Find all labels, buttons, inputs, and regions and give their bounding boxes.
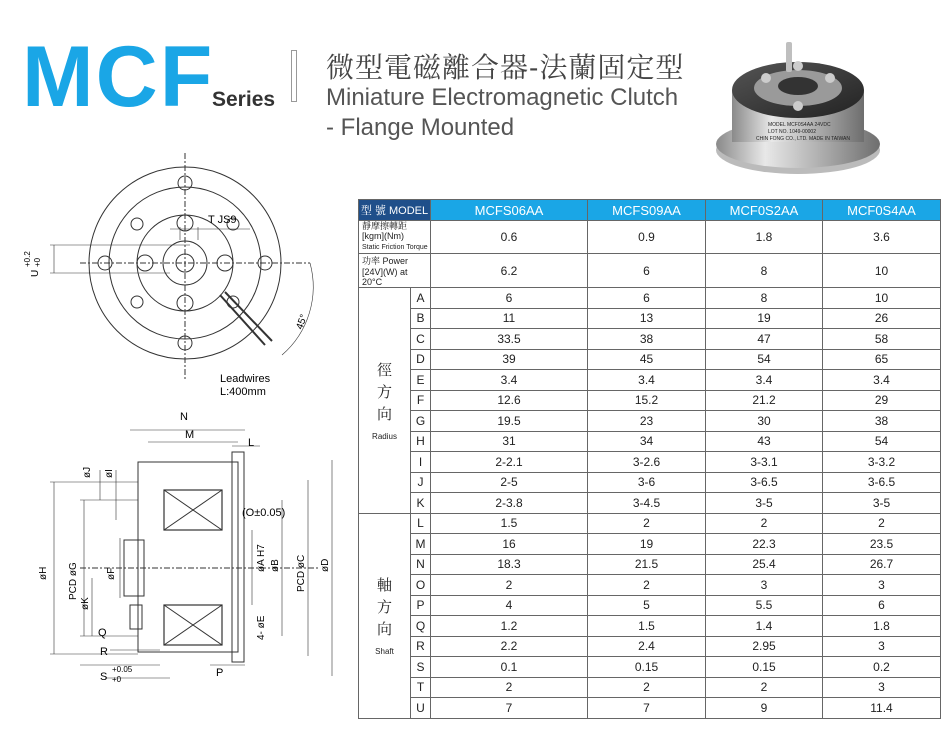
dim-s-plus: +0.05 xyxy=(112,665,133,674)
dimension-key: H xyxy=(411,431,431,452)
dimension-key: R xyxy=(411,636,431,657)
dim-f: øF xyxy=(106,567,117,580)
table-cell: 38 xyxy=(823,411,941,432)
table-cell: 25.4 xyxy=(706,554,823,575)
table-cell: 8 xyxy=(706,288,823,309)
dimension-key: N xyxy=(411,554,431,575)
table-cell: 38 xyxy=(588,329,706,350)
model-label: 型 號 MODEL xyxy=(359,200,431,221)
table-cell: 6 xyxy=(588,288,706,309)
table-cell: 21.5 xyxy=(588,554,706,575)
table-cell: 54 xyxy=(823,431,941,452)
table-cell: 2 xyxy=(431,677,588,698)
table-cell: 31 xyxy=(431,431,588,452)
table-row xyxy=(359,513,941,534)
table-row xyxy=(359,595,941,616)
dimension-key: M xyxy=(411,534,431,555)
dim-i: øI xyxy=(104,469,115,478)
table-row xyxy=(359,657,941,678)
series-label: Series xyxy=(212,88,276,111)
table-cell: 1.4 xyxy=(706,616,823,637)
table-cell: 3 xyxy=(823,677,941,698)
dim-n: N xyxy=(180,411,188,423)
table-cell: 3-5 xyxy=(706,493,823,514)
table-cell: 3-4.5 xyxy=(588,493,706,514)
table-row xyxy=(359,390,941,411)
table-cell: 0.2 xyxy=(823,657,941,678)
table-cell: 2 xyxy=(823,513,941,534)
model-header-row xyxy=(359,200,941,221)
table-cell: 26.7 xyxy=(823,554,941,575)
dim-b: øB xyxy=(270,559,281,572)
dimension-key: C xyxy=(411,329,431,350)
table-cell: 30 xyxy=(706,411,823,432)
dim-e: 4- øE xyxy=(256,615,267,640)
table-cell: 2.2 xyxy=(431,636,588,657)
table-cell: 1.8 xyxy=(823,616,941,637)
product-photo xyxy=(706,32,886,182)
table-cell: 19 xyxy=(588,534,706,555)
model-col-3: MCF0S2AA xyxy=(706,200,823,221)
table-cell: 23 xyxy=(588,411,706,432)
dim-o: (O±0.05) xyxy=(242,507,286,519)
table-cell: 7 xyxy=(431,698,588,719)
table-cell: 3-3.1 xyxy=(706,452,823,473)
table-cell: 5.5 xyxy=(706,595,823,616)
table-cell: 1.2 xyxy=(431,616,588,637)
table-cell: 0.6 xyxy=(431,221,588,254)
table-cell: 2-3.8 xyxy=(431,493,588,514)
table-cell: 2 xyxy=(588,575,706,596)
angle-label: 45° xyxy=(294,313,310,332)
table-cell: 2 xyxy=(588,677,706,698)
table-cell: 2 xyxy=(431,575,588,596)
table-cell: 65 xyxy=(823,349,941,370)
table-row xyxy=(359,349,941,370)
dim-s: S xyxy=(100,671,108,683)
table-cell: 3-6.5 xyxy=(706,472,823,493)
table-cell: 3.4 xyxy=(588,370,706,391)
table-row xyxy=(359,411,941,432)
dimension-key: J xyxy=(411,472,431,493)
table-cell: 2 xyxy=(706,677,823,698)
table-cell: 29 xyxy=(823,390,941,411)
table-cell: 10 xyxy=(823,254,941,288)
table-row xyxy=(359,329,941,350)
table-cell: 3.4 xyxy=(823,370,941,391)
table-cell: 3.6 xyxy=(823,221,941,254)
table-row xyxy=(359,616,941,637)
table-cell: 4 xyxy=(431,595,588,616)
dimension-key: O xyxy=(411,575,431,596)
model-col-2: MCFS09AA xyxy=(588,200,706,221)
u-tol-plus: +0.2 xyxy=(23,251,32,267)
table-row xyxy=(359,370,941,391)
torque-label: 靜摩擦轉距 [kgm](Nm) Static Friction Torque xyxy=(359,221,431,254)
dimension-key: A xyxy=(411,288,431,309)
leadwires-length: L:400mm xyxy=(220,386,266,398)
table-cell: 58 xyxy=(823,329,941,350)
table-row xyxy=(359,431,941,452)
table-cell: 18.3 xyxy=(431,554,588,575)
dim-q: Q xyxy=(98,627,107,639)
dim-p: P xyxy=(216,667,224,679)
dimension-key: F xyxy=(411,390,431,411)
table-cell: 0.1 xyxy=(431,657,588,678)
table-cell: 13 xyxy=(588,308,706,329)
tjs9-label: T JS9 xyxy=(208,214,237,226)
brand-logo: MCF xyxy=(22,29,215,125)
table-cell: 3-6.5 xyxy=(823,472,941,493)
title-chinese: 微型電磁離合器-法蘭固定型 xyxy=(326,52,685,83)
shaft-group-label: 軸 方 向 Shaft xyxy=(359,513,411,718)
dim-j: øJ xyxy=(82,466,93,478)
dim-k: øK xyxy=(80,597,91,610)
table-cell: 33.5 xyxy=(431,329,588,350)
table-cell: 0.15 xyxy=(588,657,706,678)
table-row xyxy=(359,472,941,493)
table-cell: 6 xyxy=(431,288,588,309)
photo-label-3: CHIN FONG CO., LTD. MADE IN TAIWAN xyxy=(756,136,850,142)
table-cell: 22.3 xyxy=(706,534,823,555)
table-cell: 45 xyxy=(588,349,706,370)
table-cell: 23.5 xyxy=(823,534,941,555)
dim-r: R xyxy=(100,646,108,658)
leadwires-label: Leadwires xyxy=(220,373,271,385)
table-row xyxy=(359,575,941,596)
u-tol-minus: +0 xyxy=(33,257,42,267)
dim-h: øH xyxy=(38,566,49,580)
table-cell: 6 xyxy=(588,254,706,288)
dim-d: øD xyxy=(320,558,331,572)
dimension-key: U xyxy=(411,698,431,719)
table-row xyxy=(359,308,941,329)
table-cell: 10 xyxy=(823,288,941,309)
table-row xyxy=(359,288,941,309)
dim-c: PCD øC xyxy=(296,554,307,592)
table-cell: 6 xyxy=(823,595,941,616)
table-cell: 2 xyxy=(706,513,823,534)
title-divider xyxy=(291,50,297,102)
table-cell: 34 xyxy=(588,431,706,452)
table-cell: 3-3.2 xyxy=(823,452,941,473)
table-cell: 43 xyxy=(706,431,823,452)
dimension-key: B xyxy=(411,308,431,329)
dimension-key: P xyxy=(411,595,431,616)
table-row xyxy=(359,554,941,575)
title-english-line2: - Flange Mounted xyxy=(326,114,515,141)
table-row xyxy=(359,534,941,555)
table-row xyxy=(359,452,941,473)
table-cell: 1.8 xyxy=(706,221,823,254)
table-cell: 11.4 xyxy=(823,698,941,719)
table-cell: 3-5 xyxy=(823,493,941,514)
table-cell: 1.5 xyxy=(431,513,588,534)
table-row xyxy=(359,698,941,719)
table-row xyxy=(359,677,941,698)
table-cell: 0.9 xyxy=(588,221,706,254)
table-cell: 3 xyxy=(823,636,941,657)
table-cell: 2-2.1 xyxy=(431,452,588,473)
dim-m: M xyxy=(185,429,195,441)
table-row xyxy=(359,636,941,657)
dimension-key: I xyxy=(411,452,431,473)
table-cell: 21.2 xyxy=(706,390,823,411)
dimension-key: E xyxy=(411,370,431,391)
front-view-drawing xyxy=(20,145,340,400)
table-cell: 5 xyxy=(588,595,706,616)
table-cell: 8 xyxy=(706,254,823,288)
table-cell: 2.4 xyxy=(588,636,706,657)
table-cell: 3.4 xyxy=(706,370,823,391)
dim-a: øA H7 xyxy=(256,544,267,572)
dimension-key: T xyxy=(411,677,431,698)
table-cell: 3 xyxy=(823,575,941,596)
model-col-1: MCFS06AA xyxy=(431,200,588,221)
u-label: U xyxy=(30,269,41,277)
power-label: 功率 Power [24V](W) at 20°C xyxy=(359,254,431,288)
table-cell: 15.2 xyxy=(588,390,706,411)
table-cell: 39 xyxy=(431,349,588,370)
dim-g: PCD øG xyxy=(68,562,79,600)
photo-label-2: LOT NO. 1049-00002 xyxy=(768,129,816,135)
table-cell: 54 xyxy=(706,349,823,370)
torque-row xyxy=(359,221,941,254)
table-cell: 0.15 xyxy=(706,657,823,678)
radius-group-label: 徑 方 向 Radius xyxy=(359,288,411,514)
dim-s-minus: +0 xyxy=(112,675,122,684)
title-english-line1: Miniature Electromagnetic Clutch xyxy=(326,84,679,111)
table-cell: 11 xyxy=(431,308,588,329)
table-row xyxy=(359,493,941,514)
table-cell: 2-5 xyxy=(431,472,588,493)
dimension-key: S xyxy=(411,657,431,678)
table-cell: 2 xyxy=(588,513,706,534)
model-col-4: MCF0S4AA xyxy=(823,200,941,221)
table-cell: 16 xyxy=(431,534,588,555)
power-row xyxy=(359,254,941,288)
table-cell: 26 xyxy=(823,308,941,329)
photo-label-1: MODEL MCF0S4AA 24VDC xyxy=(768,122,831,128)
table-cell: 7 xyxy=(588,698,706,719)
table-cell: 47 xyxy=(706,329,823,350)
table-cell: 19.5 xyxy=(431,411,588,432)
table-cell: 19 xyxy=(706,308,823,329)
dim-l: L xyxy=(248,437,255,449)
dimension-key: G xyxy=(411,411,431,432)
table-cell: 2.95 xyxy=(706,636,823,657)
dimension-key: D xyxy=(411,349,431,370)
side-view-drawing xyxy=(20,400,350,690)
spec-table xyxy=(358,199,941,719)
table-cell: 3 xyxy=(706,575,823,596)
dimension-key: K xyxy=(411,493,431,514)
dimension-key: L xyxy=(411,513,431,534)
table-cell: 12.6 xyxy=(431,390,588,411)
dimension-key: Q xyxy=(411,616,431,637)
table-cell: 1.5 xyxy=(588,616,706,637)
table-cell: 6.2 xyxy=(431,254,588,288)
table-cell: 3-2.6 xyxy=(588,452,706,473)
table-cell: 9 xyxy=(706,698,823,719)
table-cell: 3.4 xyxy=(431,370,588,391)
table-cell: 3-6 xyxy=(588,472,706,493)
